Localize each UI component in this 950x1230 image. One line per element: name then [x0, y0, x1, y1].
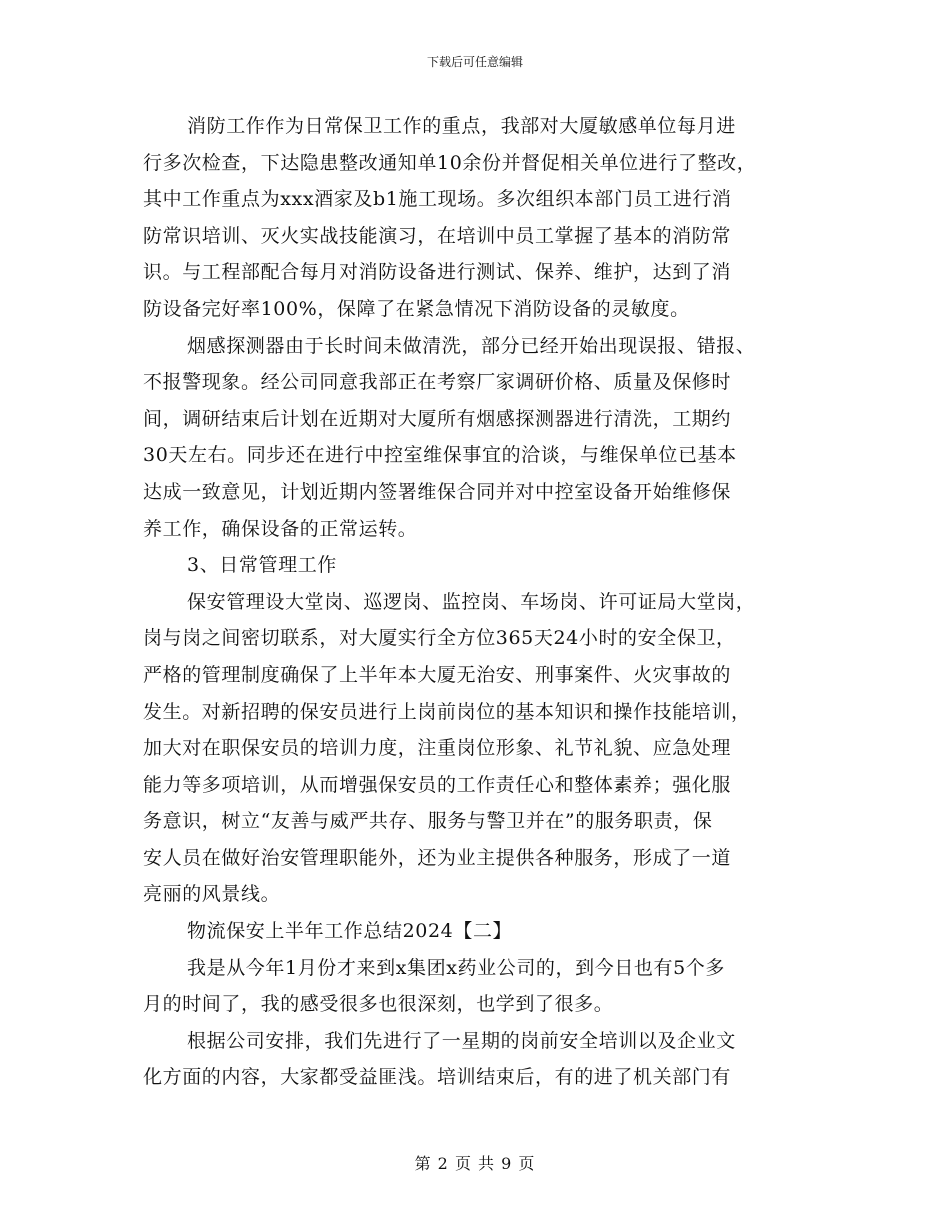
text-line: 化方面的内容，大家都受益匪浅。培训结束后，有的进了机关部门有 — [143, 1066, 732, 1089]
text-line: 行多次检查，下达隐患整改通知单10余份并督促相关单位进行了整改， — [143, 151, 757, 174]
text-line: 其中工作重点为xxx酒家及b1施工现场。多次组织本部门员工进行消 — [143, 188, 732, 211]
text-line: 养工作，确保设备的正常运转。 — [143, 517, 418, 540]
text-line: 严格的管理制度确保了上半年本大厦无治安、刑事案件、火灾事故的 — [143, 663, 732, 686]
text-line: 岗与岗之间密切联系，对大厦实行全方位365天24小时的安全保卫， — [143, 627, 736, 650]
text-line: 30天左右。同步还在进行中控室维保事宜的洽谈，与维保单位已基本 — [143, 444, 737, 467]
document-body — [143, 108, 803, 1096]
text-line: 3、日常管理工作 — [187, 554, 337, 577]
text-line: 根据公司安排，我们先进行了一星期的岗前安全培训以及企业文 — [187, 1029, 736, 1052]
text-line: 保安管理设大堂岗、巡逻岗、监控岗、车场岗、许可证局大堂岗， — [187, 590, 756, 613]
text-line: 烟感探测器由于长时间未做清洗，部分已经开始出现误报、错报、 — [187, 334, 756, 357]
text-line: 加大对在职保安员的培训力度，注重岗位形象、礼节礼貌、应急处理 — [143, 737, 732, 760]
text-line: 安人员在做好治安管理职能外，还为业主提供各种服务，形成了一道 — [143, 846, 732, 869]
text-line: 物流保安上半年工作总结2024【二】 — [187, 920, 513, 943]
text-line: 达成一致意见，计划近期内签署维保合同并对中控室设备开始维修保 — [143, 480, 732, 503]
text-line: 防设备完好率100%，保障了在紧急情况下消防设备的灵敏度。 — [143, 297, 690, 320]
text-line: 消防工作作为日常保卫工作的重点，我部对大厦敏感单位每月进 — [187, 115, 736, 137]
text-line: 防常识培训、灭火实战技能演习，在培训中员工掌握了基本的消防常 — [143, 224, 732, 247]
page-footer: 第 2 页 共 9 页 — [414, 1154, 536, 1173]
text-line: 务意识，树立“友善与威严共存、服务与警卫并在”的服务职责，保 — [143, 810, 713, 833]
text-line: 不报警现象。经公司同意我部正在考察厂家调研价格、质量及保修时 — [143, 371, 732, 394]
page-header: 下载后可任意编辑 — [426, 55, 523, 69]
text-line: 发生。对新招聘的保安员进行上岗前岗位的基本知识和操作技能培训， — [143, 700, 751, 723]
text-line: 月的时间了，我的感受很多也很深刻，也学到了很多。 — [143, 993, 614, 1016]
text-line: 识。与工程部配合每月对消防设备进行测试、保养、维护，达到了消 — [143, 261, 732, 284]
text-line: 能力等多项培训，从而增强保安员的工作责任心和整体素养；强化服 — [143, 773, 732, 796]
text-line: 亮丽的风景线。 — [143, 883, 281, 906]
text-line: 间，调研结束后计划在近期对大厦所有烟感探测器进行清洗，工期约 — [143, 407, 732, 430]
text-line: 我是从今年1月份才来到x集团x药业公司的，到今日也有5个多 — [187, 956, 726, 979]
